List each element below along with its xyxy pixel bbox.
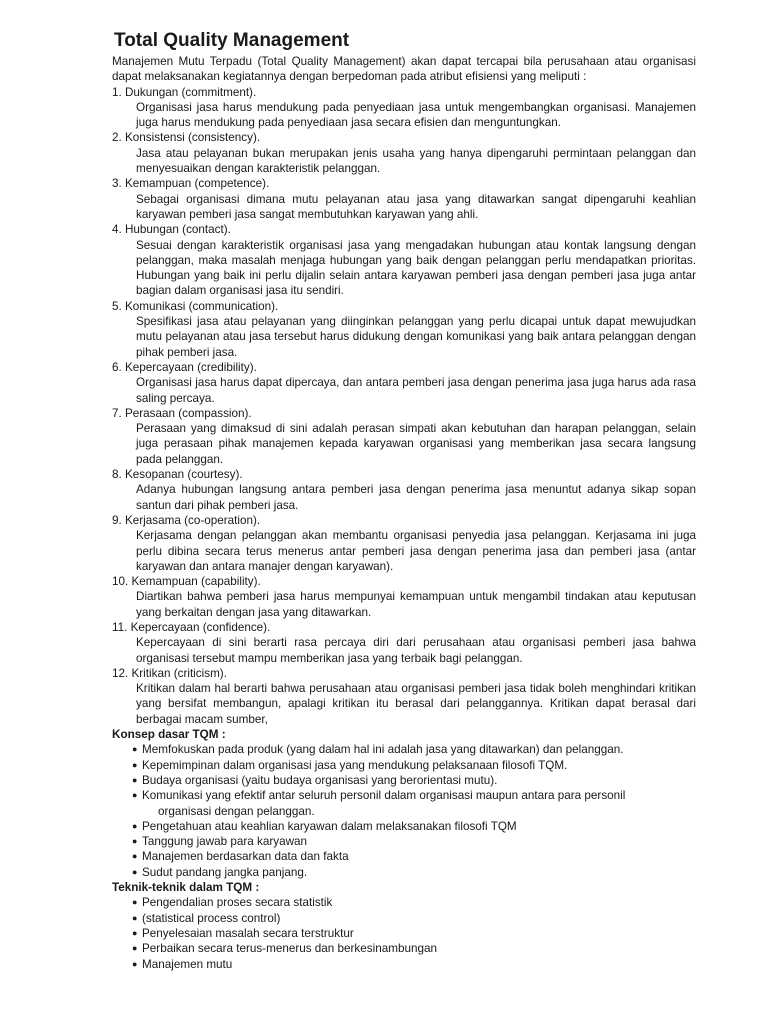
bullet-icon: ● xyxy=(132,836,138,847)
attribute-item-heading: 6. Kepercayaan (credibility). xyxy=(112,360,257,374)
konsep-list-item-text: Memfokuskan pada produk (yang dalam hal ini adalah jasa yang ditawarkan) dan pelanggan. xyxy=(142,743,624,757)
attribute-item-body: Organisasi jasa harus mendukung pada penyediaan jasa untuk mengembangkan organisasi. Manajemen juga harus mendukung pada penyediaan jasa secara efisien dan menguntungkan. xyxy=(136,100,696,130)
teknik-list-item-text: Pengendalian proses secara statistik xyxy=(142,896,333,910)
teknik-list-item xyxy=(132,926,696,941)
bullet-icon: ● xyxy=(132,897,138,908)
attribute-item-body: Diartikan bahwa pemberi jasa harus mempunyai kemampuan untuk mengambil tindakan atau keputusan yang berkaitan dengan jasa yang ditawarkan. xyxy=(136,590,696,619)
konsep-list-item xyxy=(132,788,696,819)
attribute-item-heading: 4. Hubungan (contact). xyxy=(112,223,231,237)
teknik-list-item-text: Perbaikan secara terus-menerus dan berkesinambungan xyxy=(142,942,437,956)
attribute-list xyxy=(112,85,696,727)
attribute-item-body: Kritikan dalam hal berarti bahwa perusahaan atau organisasi pemberi jasa tidak boleh menghindari kritikan yang bersifat membangun, apalagi kritikan itu berasal dari pelanggannya. Kritikan dapat berasal dari berbagai macam sumber, xyxy=(136,682,696,726)
attribute-item-body: Organisasi jasa harus dapat dipercaya, dan antara pemberi jasa dengan penerima jasa juga harus ada rasa saling percaya. xyxy=(136,376,696,405)
attribute-item-body: Spesifikasi jasa atau pelayanan yang diinginkan pelanggan yang perlu dicapai untuk dapat mewujudkan mutu pelayanan atau jasa tersebut harus didukung dengan komunikasi yang baik antara pelanggan dengan pihak pemberi jasa. xyxy=(136,315,696,359)
attribute-item-heading: 2. Konsistensi (consistency). xyxy=(112,131,261,145)
konsep-list-item-text: Komunikasi yang efektif antar seluruh personil dalam organisasi maupun antara para personil xyxy=(142,789,626,803)
bullet-icon: ● xyxy=(132,927,138,938)
konsep-list-item-text: Kepemimpinan dalam organisasi jasa yang mendukung pelaksanaan filosofi TQM. xyxy=(142,758,568,772)
attribute-item-heading: 11. Kepercayaan (confidence). xyxy=(112,620,271,634)
konsep-list-item-text: Sudut pandang jangka panjang. xyxy=(142,865,308,879)
attribute-item-body: Adanya hubungan langsung antara pemberi jasa dengan penerima jasa menuntut adanya sikap sopan santun dari pihak pemberi jasa. xyxy=(136,483,696,512)
attribute-item-heading: 3. Kemampuan (competence). xyxy=(112,177,270,191)
teknik-heading: Teknik-teknik dalam TQM : xyxy=(112,881,260,895)
konsep-list xyxy=(112,742,696,880)
attribute-item-body: Sebagai organisasi dimana mutu pelayanan atau jasa yang ditawarkan sangat dipengaruhi keahlian karyawan pemberi jasa sangat membutuhkan karyawan yang ahli. xyxy=(136,192,696,221)
konsep-list-item xyxy=(132,865,696,880)
attribute-item-heading: 8. Kesopanan (courtesy). xyxy=(112,468,243,482)
teknik-list xyxy=(112,895,696,971)
bullet-icon: ● xyxy=(132,943,138,954)
attribute-item-heading: 9. Kerjasama (co-operation). xyxy=(112,513,261,527)
attribute-item-body: Perasaan yang dimaksud di sini adalah perasan simpati akan kebutuhan dan harapan pelanggan, selain juga perasaan pihak manajemen kepada karyawan organisasi yang memberikan jasa secara langsung pada pelanggan. xyxy=(136,422,696,466)
teknik-list-item xyxy=(132,957,696,972)
bullet-icon: ● xyxy=(132,744,138,755)
konsep-list-item-text: Budaya organisasi (yaitu budaya organisasi yang berorientasi mutu). xyxy=(142,773,498,787)
document-body xyxy=(112,54,696,972)
bullet-icon: ● xyxy=(132,958,138,969)
attribute-item-heading: 1. Dukungan (commitment). xyxy=(112,85,257,99)
bullet-icon: ● xyxy=(132,774,138,785)
konsep-list-item xyxy=(132,742,696,757)
attribute-item-body: Sesuai dengan karakteristik organisasi jasa yang mengadakan hubungan atau kontak langsung dengan pelanggan, maka masalah menjaga hubungan yang baik dengan pelanggan perlu mendapatkan prioritas. Hubungan yang baik ini perlu dijalin selain antara karyawan pemberi jasa dengan pemberi jasa juga antar bagian dalam organisasi jasa itu sendiri. xyxy=(136,238,696,298)
teknik-list-item xyxy=(132,911,696,926)
attribute-item-body: Kerjasama dengan pelanggan akan membantu organisasi penyedia jasa pelanggan. Kerjasama ini juga perlu dibina secara terus menerus antar pemberi jasa dengan penerima jasa dan pemberi jasa (antar karyawan dan antara manajer dengan karyawan). xyxy=(136,529,696,573)
bullet-icon: ● xyxy=(132,820,138,831)
teknik-list-item-text: Penyelesaian masalah secara terstruktur xyxy=(142,926,354,940)
konsep-list-item-text: Tanggung jawab para karyawan xyxy=(142,835,308,849)
attribute-item-body: Kepercayaan di sini berarti rasa percaya diri dari perusahaan atau organisasi pemberi jasa bahwa organisasi tersebut mampu memberikan jasa yang terbaik bagi pelanggan. xyxy=(136,636,696,665)
bullet-icon: ● xyxy=(132,912,138,923)
bullet-icon: ● xyxy=(132,866,138,877)
bullet-icon: ● xyxy=(132,851,138,862)
teknik-list-item-text: (statistical process control) xyxy=(142,911,281,925)
attribute-item-heading: 10. Kemampuan (capability). xyxy=(112,575,261,589)
attribute-item-heading: 7. Perasaan (compassion). xyxy=(112,406,252,420)
konsep-list-item-text: Manajemen berdasarkan data dan fakta xyxy=(142,850,349,864)
konsep-heading: Konsep dasar TQM : xyxy=(112,728,226,742)
konsep-list-item xyxy=(132,758,696,773)
attribute-item-body: Jasa atau pelayanan bukan merupakan jenis usaha yang hanya dipengaruhi permintaan pelanggan dan menyesuaikan dengan karakteristik pelanggan. xyxy=(136,146,696,176)
konsep-list-item-continuation: organisasi dengan pelanggan. xyxy=(158,804,315,818)
konsep-list-item-text: Pengetahuan atau keahlian karyawan dalam melaksanakan filosofi TQM xyxy=(142,819,517,833)
intro-paragraph: Manajemen Mutu Terpadu (Total Quality Management) akan dapat tercapai bila perusahaan atau organisasi dapat melaksanakan kegiatannya dengan berpedoman pada atribut efisiensi yang meliputi : xyxy=(112,55,696,84)
bullet-icon: ● xyxy=(132,759,138,770)
konsep-list-item xyxy=(132,849,696,864)
attribute-item-heading: 12. Kritikan (criticism). xyxy=(112,666,227,680)
teknik-list-item-text: Manajemen mutu xyxy=(142,957,233,971)
konsep-list-item xyxy=(132,819,696,834)
teknik-list-item xyxy=(132,941,696,956)
attribute-item-heading: 5. Komunikasi (communication). xyxy=(112,299,279,313)
teknik-list-item xyxy=(132,895,696,910)
konsep-list-item xyxy=(132,834,696,849)
konsep-list-item xyxy=(132,773,696,788)
bullet-icon: ● xyxy=(132,790,138,801)
page-title: Total Quality Management xyxy=(114,30,350,51)
